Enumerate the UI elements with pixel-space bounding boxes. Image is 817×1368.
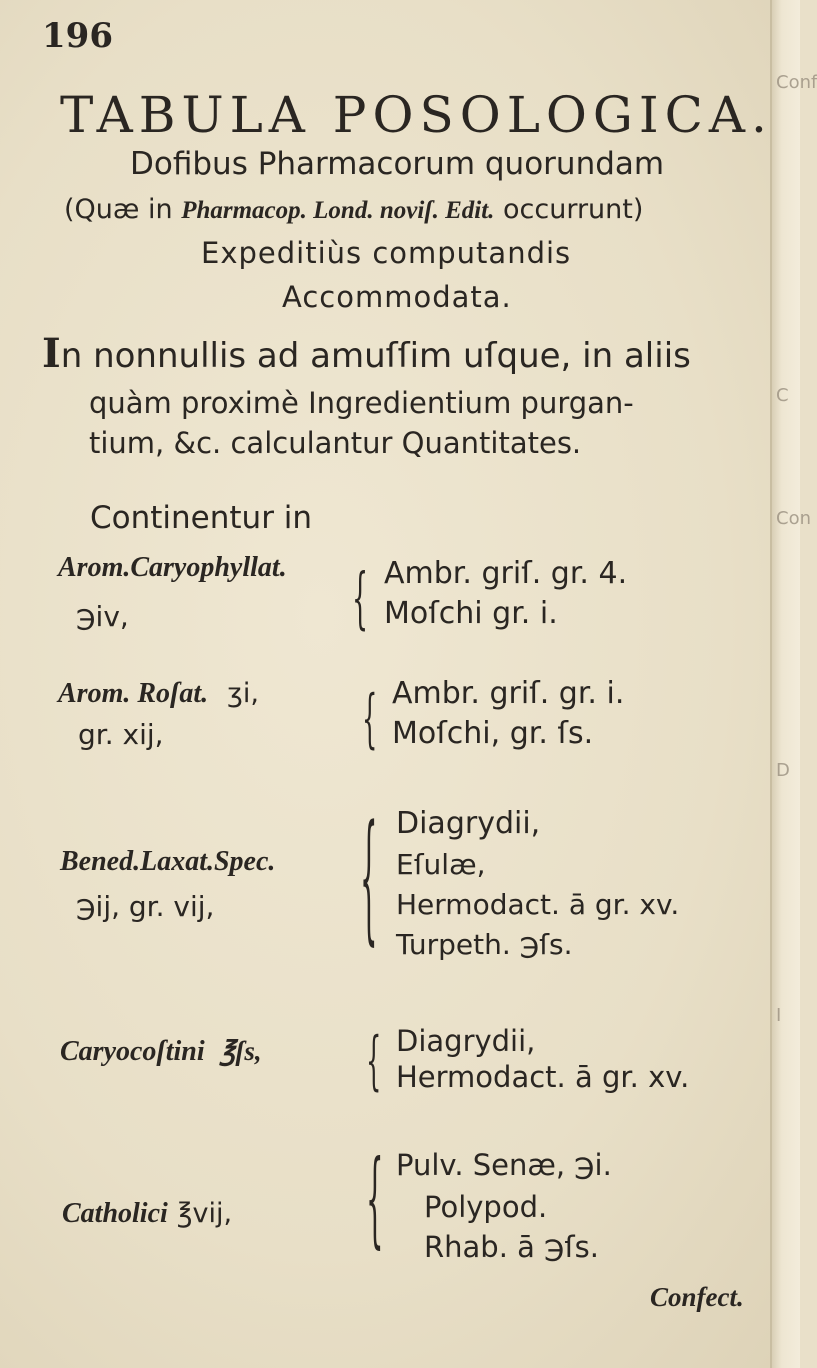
ingredient: Ambr. griſ. gr. 4. xyxy=(384,556,628,591)
gutter-bleed-text: Con xyxy=(776,508,811,529)
entry-name-line xyxy=(62,1198,232,1230)
entry-name: Bened.Laxat.Spec. xyxy=(60,846,276,877)
curly-brace: { xyxy=(366,1024,382,1099)
entry-dose: gr. xij, xyxy=(78,718,164,751)
entry-name-line xyxy=(58,678,259,710)
ingredient: Hermodact. ā gr. xv. xyxy=(396,1060,690,1094)
ingredient: Ambr. griſ. gr. i. xyxy=(392,676,625,711)
ingredient: Diagrydii, xyxy=(396,1024,536,1058)
entry-name: Arom. Roſat. xyxy=(58,678,209,709)
page-gutter xyxy=(770,0,817,1368)
ingredient: Hermodact. ā gr. xv. xyxy=(396,888,680,921)
gutter-bleed-text: C xyxy=(776,385,789,406)
curly-brace: { xyxy=(366,1137,384,1259)
gutter-bleed-text: I xyxy=(776,1005,782,1026)
ingredient: Pulv. Senæ, ℈i. xyxy=(396,1148,612,1182)
intro-text: n nonnullis ad amuſſim uſque, in aliis xyxy=(60,336,691,376)
subtitle-line: Expeditiùs computandis xyxy=(201,236,572,270)
curly-brace: { xyxy=(360,793,378,959)
intro-line: tium, &c. calculantur Quantitates. xyxy=(89,426,582,460)
section-heading: Continentur in xyxy=(90,500,313,536)
page-title: TABULA POSOLOGICA. xyxy=(60,86,773,144)
page-number: 196 xyxy=(42,16,113,56)
subtitle-text: occurrunt) xyxy=(494,194,644,225)
subtitle-italic: Pharmacop. Lond. noviſ. Edit. xyxy=(181,197,495,224)
curly-brace: { xyxy=(352,558,369,637)
entry-name: Catholici xyxy=(62,1198,168,1229)
gutter-bleed-text: Conf xyxy=(776,72,817,93)
ingredient: Diagrydii, xyxy=(396,806,541,841)
ingredient: Turpeth. ℈ſs. xyxy=(396,928,573,961)
ingredient: Rhab. ā ℈ſs. xyxy=(424,1230,599,1264)
ingredient: Eſulæ, xyxy=(396,848,486,881)
entry-name-line xyxy=(60,1036,262,1068)
intro-line: quàm proximè Ingredientium purgan- xyxy=(89,386,634,420)
subtitle-text: (Quæ in xyxy=(64,194,182,225)
entry-name-dose: ℥ſs, xyxy=(219,1036,262,1066)
entry-name: Caryocoſtini xyxy=(60,1036,205,1067)
gutter-bleed-text: D xyxy=(776,760,790,781)
entry-name-dose: ʒi, xyxy=(227,678,259,709)
catchword: Confect. xyxy=(650,1282,744,1312)
entry-dose: ℈iv, xyxy=(76,600,129,633)
entry-name: Arom.Caryophyllat. xyxy=(58,552,287,583)
subtitle-line: Dofibus Pharmacorum quorundam xyxy=(130,146,665,182)
subtitle-line xyxy=(64,194,643,225)
subtitle-line: Accommodata. xyxy=(282,280,512,314)
drop-initial: I xyxy=(42,330,61,377)
ingredient: Moſchi, gr. ſs. xyxy=(392,716,594,751)
intro-line xyxy=(42,330,691,377)
entry-name-dose: ℥vij, xyxy=(176,1198,233,1229)
ingredient: Moſchi gr. i. xyxy=(384,596,558,631)
ingredient: Polypod. xyxy=(424,1190,548,1224)
curly-brace: { xyxy=(362,682,378,757)
entry-dose: ℈ij, gr. vij, xyxy=(76,890,215,923)
